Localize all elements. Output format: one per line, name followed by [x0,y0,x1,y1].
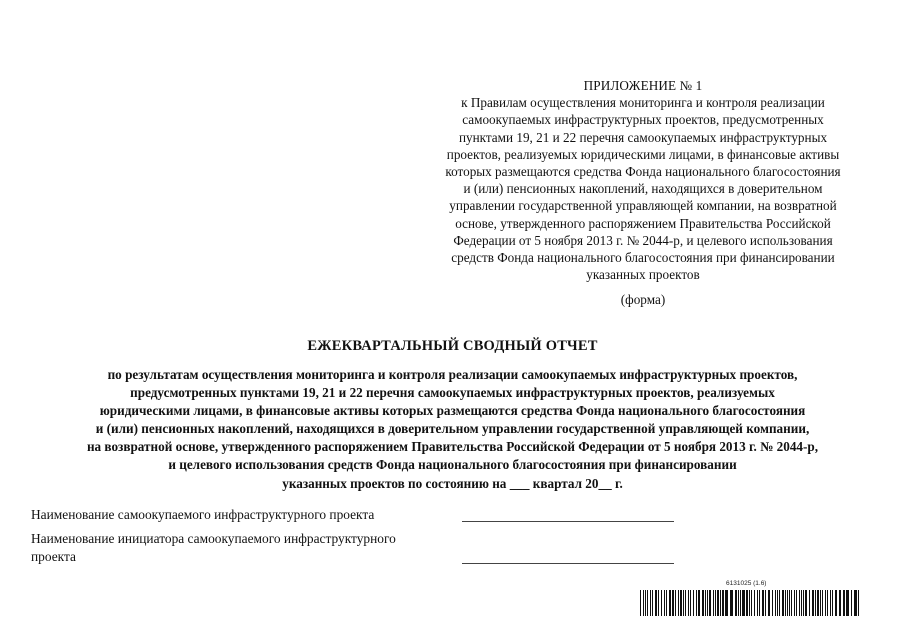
appendix-line: самоокупаемых инфраструктурных проектов, предусмотренных [462,112,824,128]
appendix-line: основе, утвержденного распоряжением Правительства Российской [455,215,831,231]
barcode-bar [740,590,741,616]
barcode-bar [730,590,733,616]
barcode-bar [843,590,845,616]
barcode-bar [705,590,706,616]
report-subtitle-line: юридическими лицами, в финансовые активы которых размещаются средства Фонда национального благосостояния [99,403,806,419]
barcode-bar [725,590,728,616]
appendix-line: к Правилам осуществления мониторинга и контроля реализации [461,95,825,111]
barcode-bar [738,590,739,616]
barcode-bar [846,590,849,616]
form-note: (форма) [620,292,666,308]
barcode-bar [768,590,770,616]
barcode [640,580,862,618]
barcode-bar [742,590,745,616]
barcode-bar [655,590,657,616]
barcode-bar [666,590,667,616]
barcode-bar [839,590,841,616]
project-name-label: Наименование самоокупаемого инфраструктурного проекта [31,507,375,522]
barcode-bar [765,590,766,616]
barcode-bar [791,590,792,616]
barcode-bar [658,590,659,616]
barcode-bar [799,590,800,616]
appendix-line: управлении государственной управляющей компании, на возвратной [449,198,837,214]
initiator-label-line: проекта [31,549,76,564]
barcode-bar [854,590,857,616]
barcode-bar [661,590,662,616]
appendix-header [408,77,878,309]
barcode-bar [822,590,823,616]
appendix-title: ПРИЛОЖЕНИЕ № 1 [583,78,703,93]
report-subtitle [0,366,905,493]
appendix-line: пунктами 19, 21 и 22 перечня самоокупаемых инфраструктурных [458,129,828,145]
barcode-bar [785,590,786,616]
appendix-line: проектов, реализуемых юридическими лицами, в финансовые активы [446,146,840,162]
barcode-bar [717,590,719,616]
barcode-bar [809,590,810,616]
barcode-bar [805,590,807,616]
barcode-bar [751,590,752,616]
barcode-graphic [640,590,862,616]
barcode-bar [640,590,641,616]
barcode-bar [835,590,837,616]
barcode-bar [720,590,721,616]
report-subtitle-line: по результатам осуществления мониторинга и контроля реализации самоокупаемых инфраструктурных проектов, [107,367,798,382]
barcode-bar [754,590,755,616]
barcode-bar [647,590,648,616]
barcode-bar [707,590,708,616]
barcode-bar [796,590,797,616]
barcode-bar [675,590,676,616]
barcode-bar [643,590,644,616]
barcode-bar [777,590,778,616]
barcode-bar [678,590,679,616]
barcode-bar [794,590,795,616]
initiator-name-blank[interactable] [462,563,674,564]
barcode-bar [820,590,821,616]
barcode-bar [650,590,651,616]
initiator-name-label [31,530,461,566]
barcode-bar [789,590,790,616]
barcode-bar [702,590,704,616]
appendix-line: Федерации от 5 ноября 2013 г. № 2044-р, и целевого использования [453,232,833,248]
barcode-bar [696,590,697,616]
project-name-blank[interactable] [462,521,674,522]
barcode-bar [801,590,802,616]
barcode-bar [827,590,828,616]
barcode-bar [749,590,750,616]
barcode-bar [713,590,714,616]
barcode-bar [772,590,773,616]
appendix-line: и (или) пенсионных накоплений, находящихся в доверительном [463,181,823,197]
barcode-bar [715,590,716,616]
barcode-bar [746,590,748,616]
barcode-bar [782,590,784,616]
report-title: ЕЖЕКВАРТАЛЬНЫЙ СВОДНЫЙ ОТЧЕТ [307,338,598,354]
barcode-bar [757,590,758,616]
report-subtitle-line: указанных проектов по состоянию на ___ квартал 20__ г. [282,475,623,491]
barcode-bar [851,590,852,616]
appendix-line: которых размещаются средства Фонда национального благосостояния [445,164,841,180]
barcode-bar [779,590,780,616]
appendix-line: указанных проектов [586,267,700,283]
barcode-bar [832,590,833,616]
barcode-bar [685,590,686,616]
barcode-bar [669,590,671,616]
barcode-bar [812,590,814,616]
barcode-bar [817,590,819,616]
barcode-bar [680,590,682,616]
barcode-bar [688,590,689,616]
barcode-bar [815,590,816,616]
barcode-bar [762,590,764,616]
barcode-bar [735,590,737,616]
report-subtitle-line: и (или) пенсионных накоплений, находящихся в доверительном управлении государственной управляющей компании, [95,421,810,437]
barcode-bar [698,590,700,616]
barcode-bar [690,590,691,616]
report-subtitle-line: на возвратной основе, утвержденного распоряжением Правительства Российской Федерации от 5 ноября 2013 г. № 2044-р, [86,439,819,455]
appendix-line: средств Фонда национального благосостояния при финансировании [451,250,835,266]
barcode-bar [803,590,804,616]
barcode-bar [664,590,665,616]
barcode-bar [683,590,684,616]
barcode-bar [825,590,826,616]
barcode-bar [759,590,760,616]
barcode-bar [645,590,646,616]
initiator-label-line: Наименование инициатора самоокупаемого инфраструктурного [31,531,396,546]
barcode-bar [775,590,776,616]
report-subtitle-line: и целевого использования средств Фонда национального благосостояния при финансировании [168,457,737,473]
barcode-bar [787,590,788,616]
barcode-bar [722,590,724,616]
barcode-bar [693,590,694,616]
barcode-code: 6131025 (1.6) [726,580,767,587]
report-subtitle-line: предусмотренных пунктами 19, 21 и 22 перечня самоокупаемых инфраструктурных проектов, реализуемых [130,385,775,401]
barcode-bar [858,590,859,616]
barcode-bar [672,590,674,616]
barcode-bar [830,590,831,616]
barcode-bar [709,590,711,616]
barcode-bar [652,590,653,616]
